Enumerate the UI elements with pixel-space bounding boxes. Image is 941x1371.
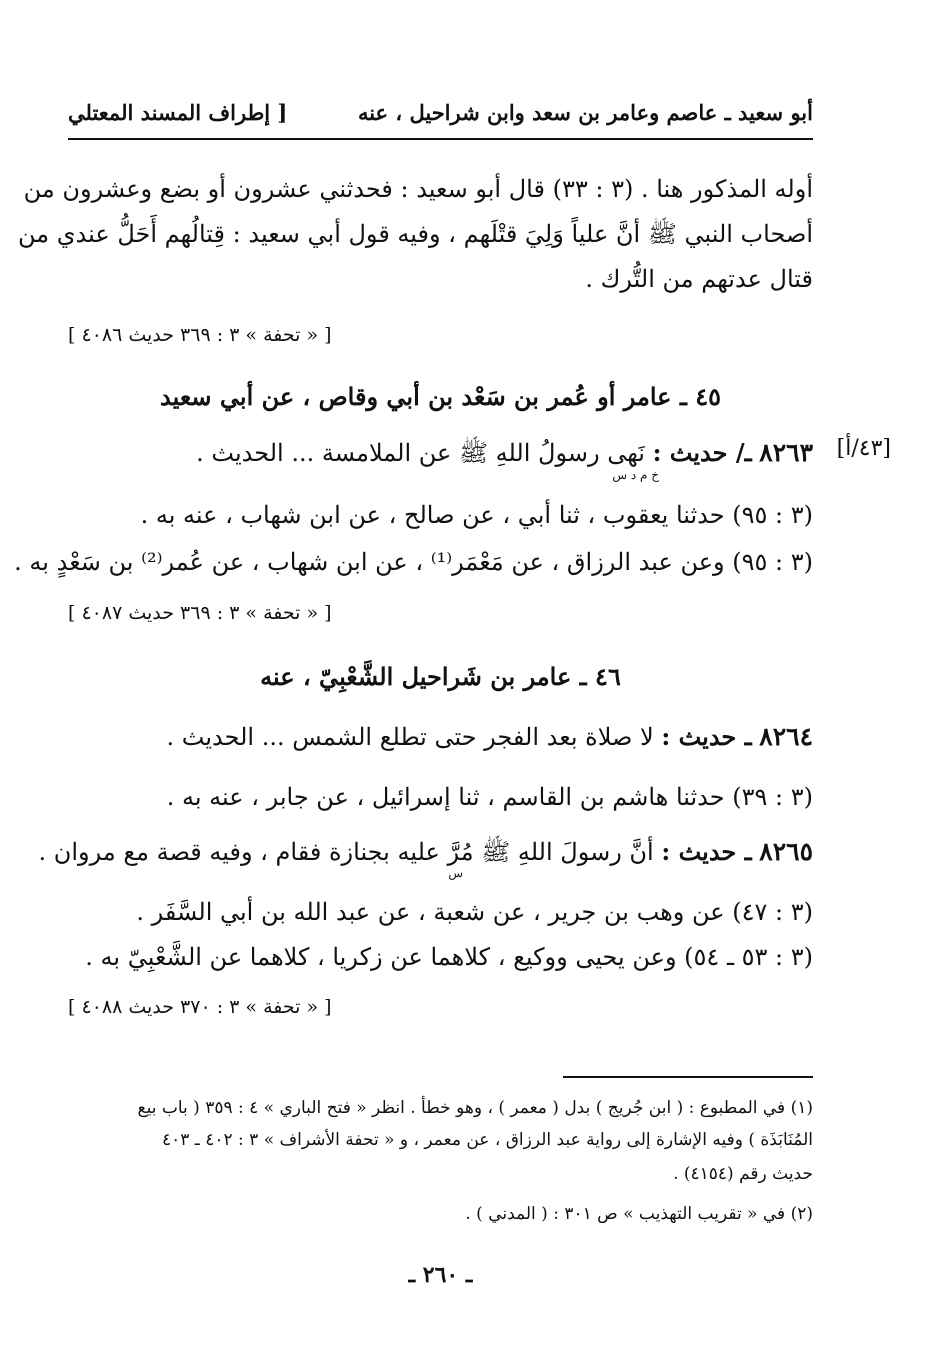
hadith-8265 — [38, 835, 813, 869]
running-head-book: [ إطراف المسند المعتلي — [68, 100, 288, 125]
tuhfa-reference-3: [ « تحفة » ٣ : ٣٧٠ حديث ٤٠٨٨ ] — [68, 996, 332, 1018]
para1-line3: قتال عدتهم من التُّرك . — [585, 265, 813, 293]
hadith-text: نَهى رسولُ اللهِ ﷺ عن الملامسة ... الحديث . — [196, 439, 645, 467]
hadith-number: ٨٢٦٤ — [759, 722, 813, 751]
header-rule — [68, 138, 813, 140]
footnote-2: (٢) في « تقريب التهذيب » ص ٣٠١ : ( المدني ) . — [465, 1204, 813, 1224]
hadith-label: ـ/ حديث : — [652, 438, 752, 467]
hadith-text: أنَّ رسولَ اللهِ ﷺ مُرَّ عليه بجنازة فقام ، وفيه قصة مع مروان . — [38, 838, 654, 866]
page-number: ـ ٢٦٠ ـ — [408, 1262, 473, 1288]
isnad-line-1: (٣ : ٩٥) حدثنا يعقوب ، ثنا أبي ، عن صالح ، عن ابن شهاب ، عنه به . — [140, 501, 813, 529]
tuhfa-reference-1: [ « تحفة » ٣ : ٣٦٩ حديث ٤٠٨٦ ] — [68, 324, 332, 346]
hadith-8264 — [68, 720, 813, 754]
margin-folio-note: [٤٣/أ] — [836, 436, 891, 461]
document-page — [14, 0, 891, 1371]
tuhfa-reference-2: [ « تحفة » ٣ : ٣٦٩ حديث ٤٠٨٧ ] — [68, 602, 332, 624]
running-head-title: أبو سعيد ـ عاصم وعامر بن سعد وابن شراحيل ، عنه — [357, 100, 813, 125]
section-45-heading: ٤٥ ـ عامر أو عُمر بن سَعْد بن أبي وقاص ، عن أبي سعيد — [160, 382, 721, 411]
isnad-line-3: (٣ : ٣٩) حدثنا هاشم بن القاسم ، ثنا إسرائيل ، عن جابر ، عنه به . — [166, 783, 813, 811]
footnote-1-line-3: حديث رقم (٤١٥٤) . — [673, 1164, 813, 1184]
hadith-label: ـ حديث : — [661, 837, 752, 866]
hadith-8263 — [68, 436, 813, 470]
isnad-line-4: (٣ : ٤٧) عن وهب بن جرير ، عن شعبة ، عن عبد الله بن أبي السَّفَر . — [136, 898, 813, 926]
footnote-rule — [563, 1076, 813, 1078]
footnote-1-line-1: (١) في المطبوع : ( ابن جُريج ) بدل ( معمر ) ، وهو خطأ . انظر « فتح الباري » ٤ : ٣٥٩ ( باب بيع — [137, 1098, 813, 1118]
para1-line1: أوله المذكور هنا . (٣ : ٣٣) قال أبو سعيد : فحدثني عشرون أو بضع وعشرون من — [23, 175, 813, 203]
hadith-sigla: خ م د س — [612, 468, 659, 482]
hadith-text: لا صلاة بعد الفجر حتى تطلع الشمس ... الحديث . — [166, 723, 654, 751]
hadith-sigla-2: س — [448, 866, 463, 880]
para1-line2: أصحاب النبي ﷺ أنَّ علياً وَلِيَ قتْلَهم ، وفيه قول أبي سعيد : قِتالُهم أَحَلُّ عندي من — [18, 220, 813, 248]
isnad-line-2: (٣ : ٩٥) وعن عبد الرزاق ، عن مَعْمَر⁽¹⁾ ، عن ابن شهاب ، عن عُمر⁽²⁾ بن سَعْدٍ به . — [14, 548, 813, 576]
hadith-label: ـ حديث : — [661, 722, 752, 751]
isnad-line-5: (٣ : ٥٣ ـ ٥٤) وعن يحيى ووكيع ، كلاهما عن زكريا ، كلاهما عن الشَّعْبِيّ به . — [85, 943, 813, 971]
hadith-number: ٨٢٦٣ — [759, 438, 813, 467]
section-46-heading: ٤٦ ـ عامر بن شَراحيل الشَّعْبِيّ ، عنه — [260, 662, 621, 691]
footnote-1-line-2: المُنَابَذَة ) وفيه الإشارة إلى رواية عبد الرزاق ، عن معمر ، و « تحفة الأشراف » ٣ : ٤٠٢ ـ ٤٠٣ — [162, 1130, 813, 1150]
hadith-number: ٨٢٦٥ — [759, 837, 813, 866]
